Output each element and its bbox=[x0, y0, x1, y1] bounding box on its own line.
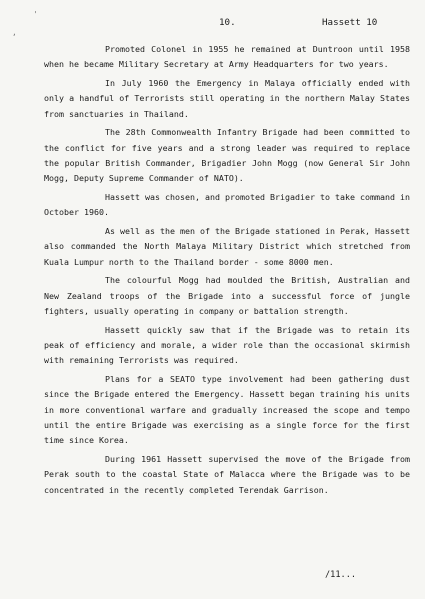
paragraph: As well as the men of the Brigade stationed in Perak, Hassett also commanded the North Malaya Military District which stretched from Kuala Lumpur north to the Thailand border - some 8000 men. bbox=[44, 225, 410, 267]
paragraph: During 1961 Hassett supervised the move of the Brigade from Perak south to the coastal State of Malacca where the Brigade was to be concentrated in the recently completed Terendak Garrison. bbox=[44, 453, 410, 495]
paragraph: Hassett was chosen, and promoted Brigadier to take command in October 1960. bbox=[44, 191, 410, 218]
body-text bbox=[44, 42, 410, 501]
paragraph: Plans for a SEATO type involvement had been gathering dust since the Brigade entered the Emergency. Hassett began training his units in more conventional warfare and gradually increased the scope and tempo until the entire Brigade was exercising as a single force for the first time since Korea. bbox=[44, 373, 410, 446]
paragraph: In July 1960 the Emergency in Malaya officially ended with only a handful of Terrorists still operating in the northern Malay States from sanctuaries in Thailand. bbox=[44, 77, 410, 119]
paragraph: Promoted Colonel in 1955 he remained at Duntroon until 1958 when he became Military Secretary at Army Headquarters for two years. bbox=[44, 44, 410, 70]
paragraph: Hassett quickly saw that if the Brigade was to retain its peak of efficiency and morale, a wider role than the occasional skirmish with remaining Terrorists was required. bbox=[44, 324, 410, 366]
paragraph: The colourful Mogg had moulded the British, Australian and New Zealand troops of the Brigade into a successful force of jungle fighters, usually operating in company or battalion strength. bbox=[44, 275, 410, 316]
paragraph: The 28th Commonwealth Infantry Brigade had been committed to the conflict for five years and a strong leader was required to replace the popular British Commander, Brigadier John Mogg (now General Sir John Mogg, Deputy Supreme Commander of NATO). bbox=[44, 127, 410, 184]
running-head: Hassett 10 bbox=[322, 17, 378, 28]
page-number: 10. bbox=[219, 17, 236, 28]
margin-mark: , bbox=[12, 28, 17, 37]
margin-mark: ' bbox=[33, 10, 38, 19]
continuation-marker: /11... bbox=[325, 570, 357, 580]
